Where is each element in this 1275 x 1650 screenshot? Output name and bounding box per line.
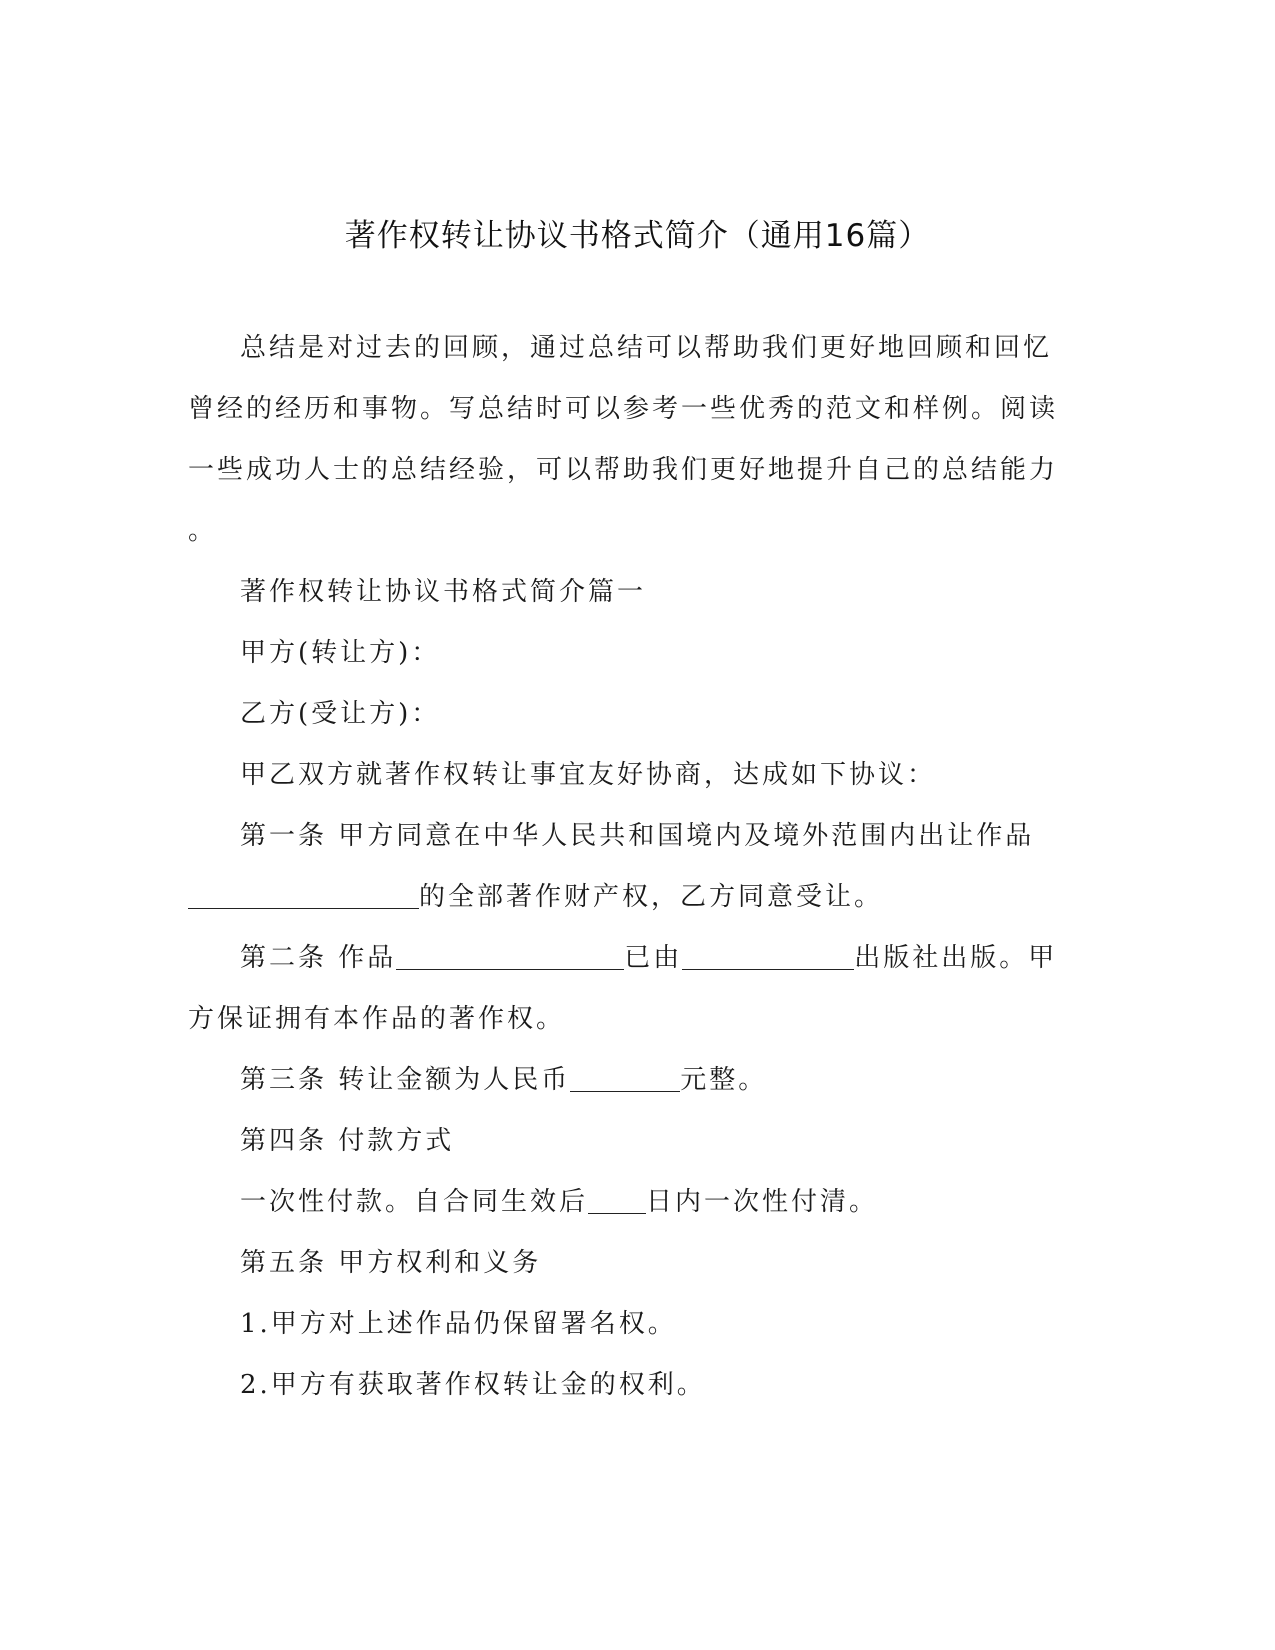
article-5-heading: 第五条 甲方权利和义务	[240, 1248, 542, 1278]
article-4-suffix: 日内一次性付清。	[646, 1187, 879, 1217]
article-1-line-2-text: 的全部著作财产权，乙方同意受让。	[419, 882, 884, 912]
article-4-heading: 第四条 付款方式	[240, 1126, 455, 1156]
article-2-line-1	[188, 928, 1088, 989]
article-4-prefix: 一次性付款。自合同生效后	[240, 1187, 589, 1217]
intro-line-4: 。	[188, 516, 218, 546]
section-title: 著作权转让协议书格式简介篇一	[240, 577, 647, 607]
intro-line-2: 曾经的经历和事物。写总结时可以参考一些优秀的范文和样例。阅读	[188, 394, 1059, 424]
intro-line-3: 一些成功人士的总结经验，可以帮助我们更好地提升自己的总结能力	[188, 455, 1059, 485]
article-2-line-2: 方保证拥有本作品的著作权。	[188, 1004, 566, 1034]
article-2-suffix: 出版社出版。甲	[854, 943, 1058, 973]
work-title-blank	[188, 882, 419, 909]
article-5-item-2: 2.甲方有获取著作权转让金的权利。	[240, 1370, 706, 1400]
document-body	[188, 318, 1088, 1416]
amount-blank	[570, 1065, 680, 1092]
article-3-line	[188, 1050, 1088, 1111]
article-2-prefix: 第二条 作品	[240, 943, 397, 973]
work-name-blank	[396, 943, 624, 970]
intro-line-1: 总结是对过去的回顾，通过总结可以帮助我们更好地回顾和回忆	[240, 333, 1053, 363]
party-a-line: 甲方(转让方)：	[240, 638, 441, 668]
party-b-line: 乙方(受让方)：	[240, 699, 441, 729]
days-blank	[588, 1187, 646, 1214]
preamble-line: 甲乙双方就著作权转让事宜友好协商，达成如下协议：	[240, 760, 937, 790]
article-2-middle: 已由	[624, 943, 683, 973]
document-title: 著作权转让协议书格式简介（通用16篇）	[344, 218, 931, 254]
article-3-suffix: 元整。	[680, 1065, 768, 1095]
article-5-item-1: 1.甲方对上述作品仍保留署名权。	[240, 1309, 677, 1339]
article-1-line-1: 第一条 甲方同意在中华人民共和国境内及境外范围内出让作品	[240, 821, 1035, 851]
publisher-blank	[682, 943, 854, 970]
article-3-prefix: 第三条 转让金额为人民币	[240, 1065, 571, 1095]
article-1-line-2	[188, 867, 1088, 928]
article-4-payment-line	[188, 1172, 1088, 1233]
